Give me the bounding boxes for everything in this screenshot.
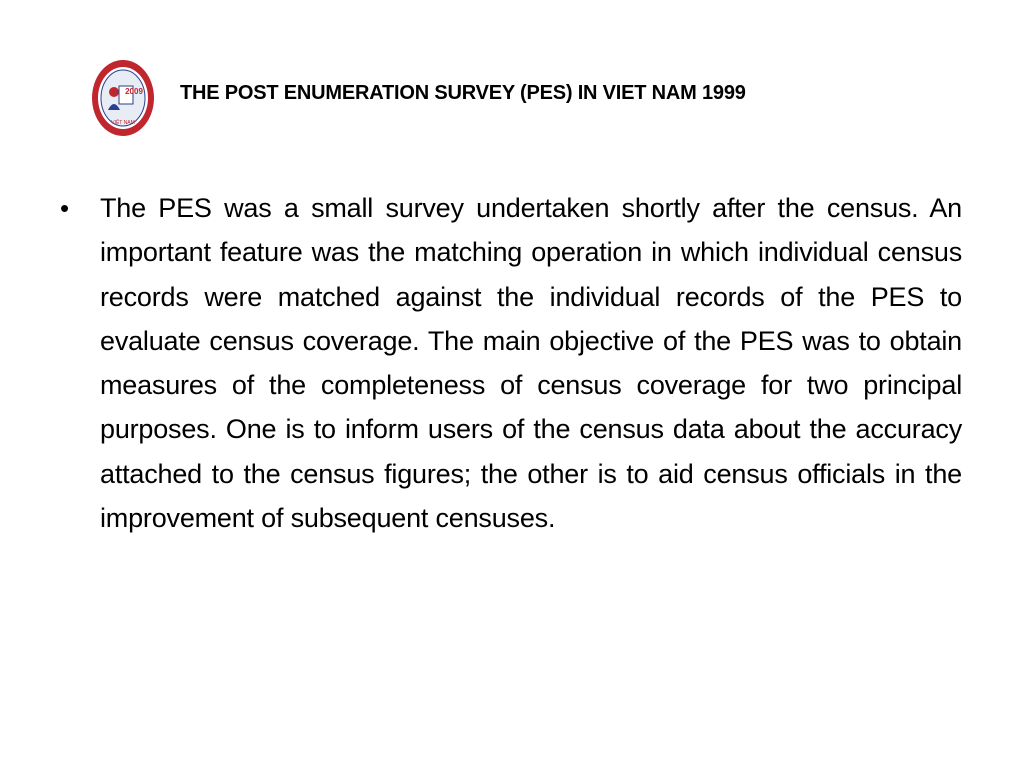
slide-content [60, 186, 962, 540]
logo-year-text: 2009 [125, 87, 143, 96]
slide-title: THE POST ENUMERATION SURVEY (PES) IN VIET NAM 1999 [180, 82, 746, 104]
bullet-marker: • [60, 193, 70, 223]
logo-country-text: VIỆT NAM [111, 120, 135, 126]
bullet-text: The PES was a small survey undertaken shortly after the census. An important feature was the matching operation in which individual census records were matched against the individual records of the PES to evaluate census coverage. The main objective of the PES was to obtain measures of the completeness of census coverage for two principal purposes. One is to inform users of the census data about the accuracy attached to the census figures; the other is to aid census officials in the improvement of subsequent censuses. [100, 193, 962, 534]
bullet-item [60, 186, 962, 540]
census-2009-emblem-icon [90, 58, 156, 138]
